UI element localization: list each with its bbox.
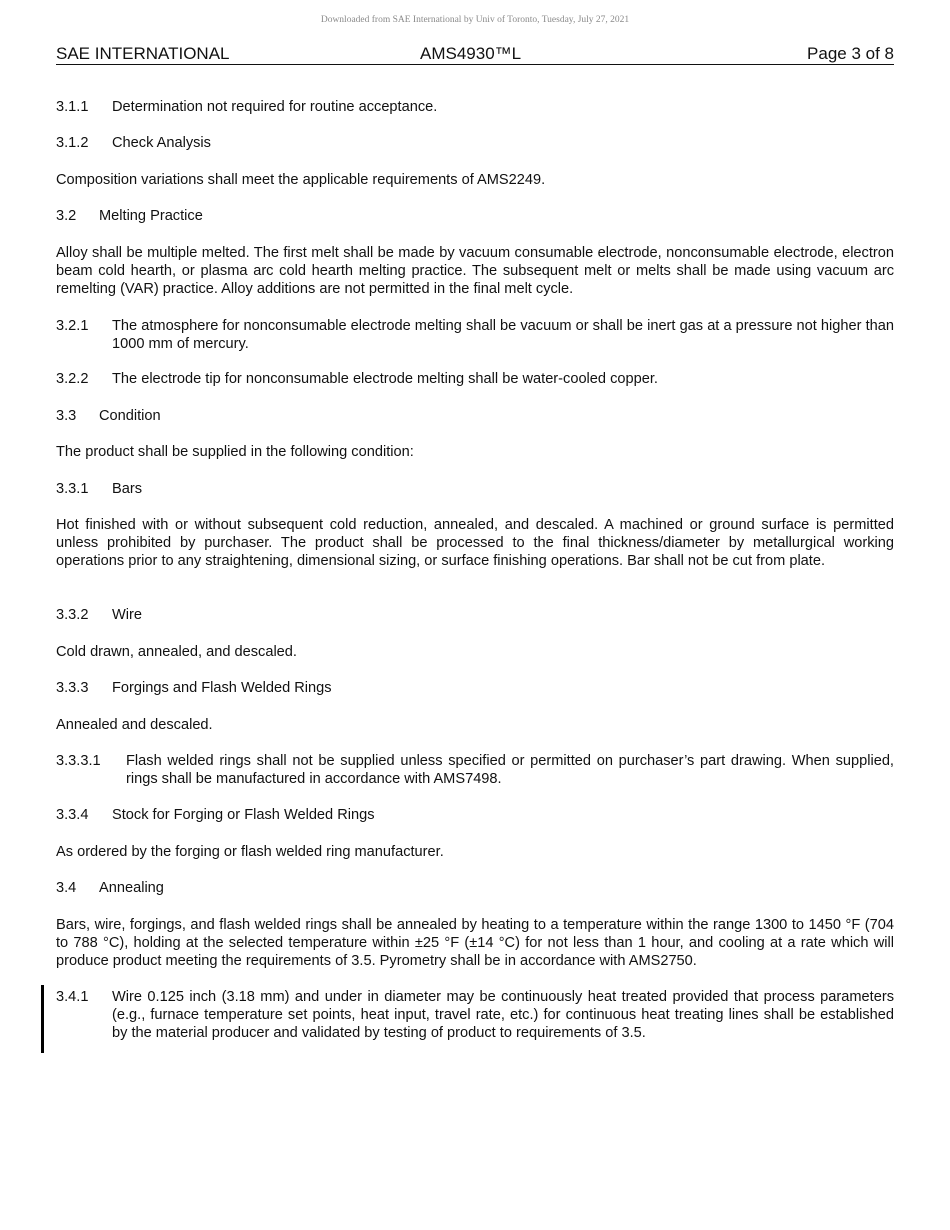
section-3-3-3-body: Annealed and descaled. — [56, 717, 213, 733]
section-title: Annealing — [99, 880, 164, 896]
section-title: Condition — [99, 408, 161, 424]
section-3-2-1-text: The atmosphere for nonconsumable electrode melting shall be vacuum or shall be inert gas at a pressure not higher than 1000 mm of mercury. — [112, 318, 894, 352]
section-number: 3.4.1 — [56, 989, 89, 1005]
header-organization: SAE INTERNATIONAL — [56, 44, 230, 63]
section-number: 3.2.2 — [56, 371, 89, 387]
section-3-4-body: Bars, wire, forgings, and flash welded rings shall be annealed by heating to a temperature within the range 1300 to 1450 °F (704 to 788 °C), holding at the selected temperature within ±25 °F (±14 °C) for not less than 1 hour, and cooling at a rate which will produce product meeting the requirements of 3.5. Pyrometry shall be in accordance with AMS2750. — [56, 917, 894, 969]
section-3-2-body: Alloy shall be multiple melted. The first melt shall be made by vacuum consumable electrode, nonconsumable electrode, electron beam cold hearth, or plasma arc cold hearth melting practice. The subsequent melt or melts shall be made using vacuum arc remelting (VAR) practice. Alloy additions are not permitted in the final melt cycle. — [56, 245, 894, 297]
section-number: 3.3 — [56, 408, 77, 424]
section-number: 3.1.2 — [56, 135, 89, 151]
section-title: Wire — [112, 607, 142, 623]
revision-change-bar — [41, 985, 44, 1053]
section-number: 3.3.1 — [56, 481, 89, 497]
section-3-1-2-body: Composition variations shall meet the applicable requirements of AMS2249. — [56, 172, 546, 188]
section-title: Forgings and Flash Welded Rings — [112, 680, 332, 696]
section-title: Check Analysis — [112, 135, 211, 151]
section-title: Stock for Forging or Flash Welded Rings — [112, 807, 375, 823]
section-3-3-3-1-text: Flash welded rings shall not be supplied unless specified or permitted on purchaser’s part drawing. When supplied, rings shall be manufactured in accordance with AMS7498. — [126, 753, 894, 787]
download-watermark: Downloaded from SAE International by Univ of Toronto, Tuesday, July 27, 2021 — [320, 15, 630, 25]
section-number: 3.3.3.1 — [56, 753, 101, 769]
page-header — [56, 44, 894, 65]
section-title: Melting Practice — [99, 208, 203, 224]
section-number: 3.3.3 — [56, 680, 89, 696]
section-3-3-2-body: Cold drawn, annealed, and descaled. — [56, 644, 297, 660]
section-number: 3.3.2 — [56, 607, 89, 623]
section-title: Bars — [112, 481, 143, 497]
section-text: Determination not required for routine acceptance. — [112, 99, 438, 115]
section-number: 3.2.1 — [56, 318, 89, 334]
section-number: 3.1.1 — [56, 99, 89, 115]
header-document-id: AMS4930™L — [420, 44, 522, 63]
section-3-3-1-body: Hot finished with or without subsequent cold reduction, annealed, and descaled. A machined or ground surface is permitted unless prohibited by purchaser. The product shall be processed to the final thickness/diameter by metallurgical working operations prior to any straightening, dimensional sizing, or surface finishing operations. Bar shall not be cut from plate. — [56, 517, 894, 569]
section-number: 3.3.4 — [56, 807, 89, 823]
header-page-number: Page 3 of 8 — [807, 44, 894, 63]
section-number: 3.4 — [56, 880, 77, 896]
section-3-3-body: The product shall be supplied in the following condition: — [56, 444, 414, 460]
section-3-4-1-text: Wire 0.125 inch (3.18 mm) and under in diameter may be continuously heat treated provided that process parameters (e.g., furnace temperature set points, heat input, travel rate, etc.) for continuous heat treating lines shall be established by the material producer and validated by testing of product to requirements of 3.5. — [112, 989, 894, 1041]
section-text: The electrode tip for nonconsumable electrode melting shall be water-cooled copper. — [112, 371, 658, 387]
section-3-3-4-body: As ordered by the forging or flash welded ring manufacturer. — [56, 844, 444, 860]
section-number: 3.2 — [56, 208, 77, 224]
